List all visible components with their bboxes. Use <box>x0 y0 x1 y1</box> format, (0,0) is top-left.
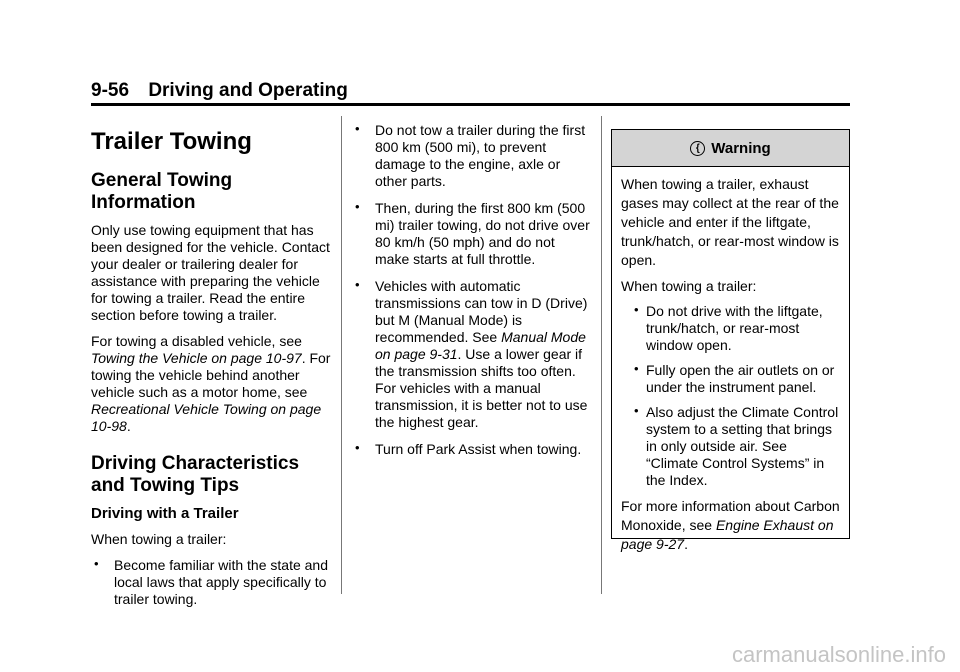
heading-driving-with-trailer: Driving with a Trailer <box>91 505 239 522</box>
warning-title: Warning <box>711 139 771 157</box>
list-item: • Then, during the first 800 km (500 mi) trailer towing, do not drive over 80 km/h (50 mph) and do not make starts at full throttle. <box>355 199 590 267</box>
link-engine-exhaust[interactable]: Engine Exhaust on page 9-27 <box>621 517 834 552</box>
warning-body <box>612 167 849 554</box>
heading-driving-characteristics: Driving Characteristics and Towing Tips <box>91 453 300 496</box>
bullet-icon: • <box>634 361 639 376</box>
list-item: • Do not drive with the liftgate, trunk/hatch, or rear-most window open. <box>634 302 823 353</box>
bullet-icon: • <box>355 121 360 136</box>
bullet-icon: • <box>355 199 360 214</box>
column-left <box>91 118 331 617</box>
list-item: • Vehicles with automatic transmissions can tow in D (Drive) but M (Manual Mode) is recommended. See Manual Mode on page 9-31. Use a lower gear if the transmission shifts too often. For vehicles with a manual transmission, it is better not to use the highest gear. <box>355 277 588 430</box>
bullet-list-middle <box>352 122 592 458</box>
bullet-icon: • <box>634 403 639 418</box>
list-item: • Fully open the air outlets on or under the instrument panel. <box>634 361 835 395</box>
section-title: Driving and Operating <box>148 80 348 101</box>
column-middle <box>352 122 592 468</box>
heading-general-towing: General Towing Information <box>91 170 233 213</box>
paragraph-when-towing: When towing a trailer: <box>91 531 227 547</box>
paragraph-equipment: Only use towing equipment that has been designed for the vehicle. Contact your dealer or trailering dealer for assistance with preparing the vehicle for towing a trailer. Read the entire section before towing a trailer. <box>91 222 330 323</box>
link-manual-mode[interactable]: Manual Mode on page 9-31 <box>375 329 586 362</box>
warning-bullet-list <box>621 303 840 489</box>
page-header <box>91 80 348 102</box>
bullet-icon: • <box>355 277 360 292</box>
link-recreational-towing[interactable]: Recreational Vehicle Towing on page 10-98 <box>91 401 322 434</box>
link-towing-vehicle[interactable]: Towing the Vehicle on page 10-97 <box>91 350 302 366</box>
bullet-icon: • <box>634 302 639 317</box>
page-title: Trailer Towing <box>91 128 252 155</box>
bullet-icon: • <box>355 440 360 455</box>
list-item: • Become familiar with the state and local laws that apply specifically to trailer towing. <box>94 556 328 607</box>
column-divider <box>341 116 342 594</box>
warning-paragraph: For more information about Carbon Monoxide, see Engine Exhaust on page 9-27. <box>621 498 840 552</box>
warning-icon: { <box>690 141 705 156</box>
list-item: • Turn off Park Assist when towing. <box>355 440 582 457</box>
list-item: • Do not tow a trailer during the first 800 km (500 mi), to prevent damage to the engine, axle or other parts. <box>355 121 586 189</box>
page-number: 9-56 <box>91 80 130 101</box>
bullet-icon: • <box>94 556 99 571</box>
header-rule <box>91 103 850 106</box>
warning-paragraph: When towing a trailer: <box>621 278 757 294</box>
paragraph-disabled-vehicle: For towing a disabled vehicle, see Towing the Vehicle on page 10-97. For towing the vehicle behind another vehicle such as a motor home, see Recreational Vehicle Towing on page 10-98. <box>91 333 331 434</box>
warning-paragraph: When towing a trailer, exhaust gases may collect at the rear of the vehicle and enter if the liftgate, trunk/hatch, or rear-most window is open. <box>621 176 839 268</box>
bullet-list-left <box>91 557 331 608</box>
column-divider <box>601 116 602 594</box>
warning-box <box>611 129 850 552</box>
list-item: • Also adjust the Climate Control system to a setting that brings in only outside air. See “Climate Control Systems” in the Index. <box>634 403 839 488</box>
warning-header <box>612 130 849 167</box>
watermark: carmanualsonline.info <box>731 642 946 667</box>
